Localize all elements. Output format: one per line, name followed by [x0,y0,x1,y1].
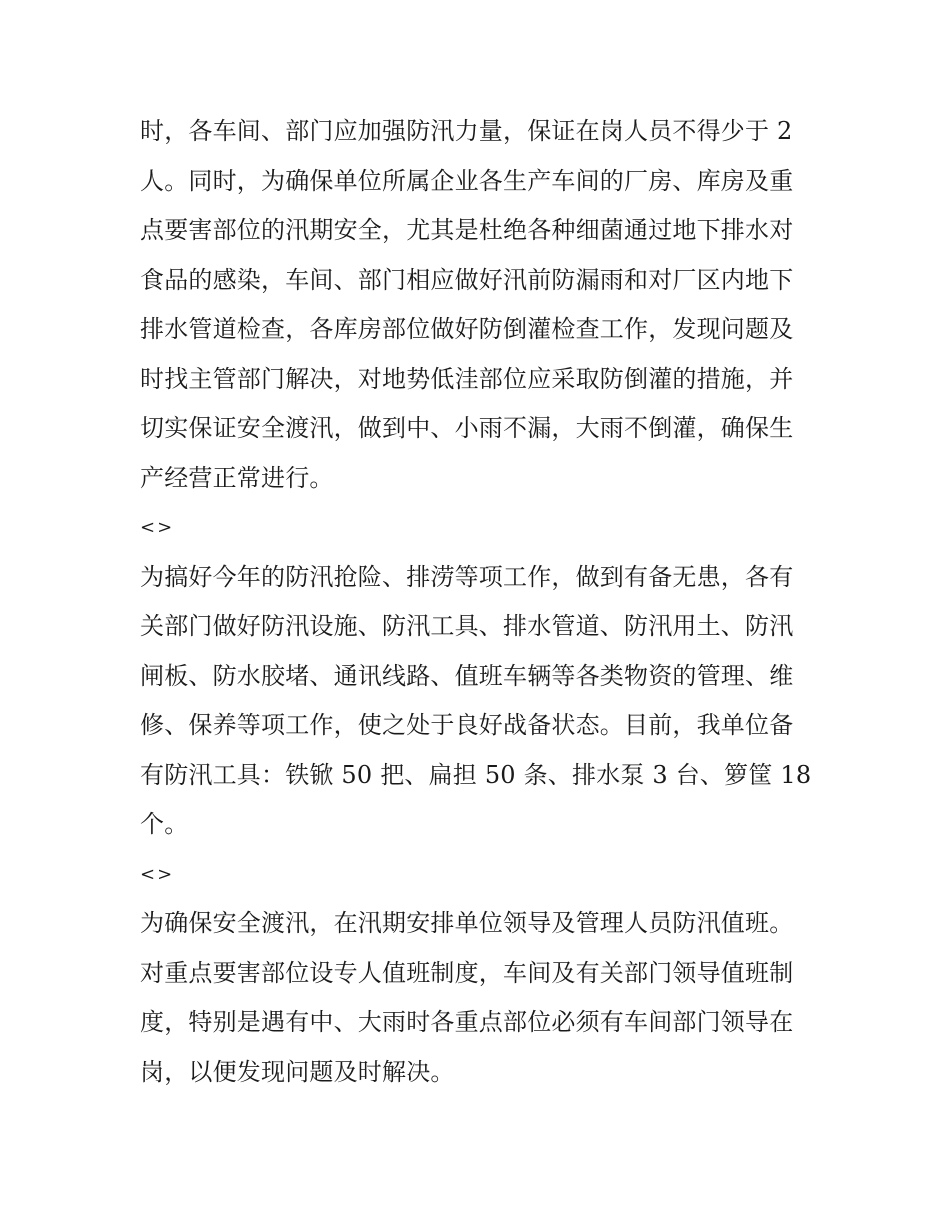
text-line: 排水管道检查，各库房部位做好防倒灌检查工作，发现问题及 [140,315,794,343]
section-marker: <> [140,863,175,885]
document-page [140,107,820,1097]
paragraph-flood-equipment [140,553,820,850]
text-line: 点要害部位的汛期安全，尤其是杜绝各种细菌通过地下排水对 [140,216,794,244]
text-line: 有防汛工具：铁锨 50 把、扁担 50 条、排水泵 3 台、箩筐 18 [140,760,812,789]
text-line: 食品的感染，车间、部门相应做好汛前防漏雨和对厂区内地下 [140,265,794,294]
text-line: 为确保安全渡汛，在汛期安排单位领导及管理人员防汛值班。 [140,909,794,937]
text-line: 个。 [140,810,189,838]
text-line: 度，特别是遇有中、大雨时各重点部位必须有车间部门领导在 [140,1008,794,1036]
text-line: 时，各车间、部门应加强防汛力量，保证在岗人员不得少于 2 [140,117,793,145]
text-line: 修、保养等项工作，使之处于良好战备状态。目前，我单位备 [140,711,794,739]
paragraph-flood-staffing [140,107,820,503]
text-line: 关部门做好防汛设施、防汛工具、排水管道、防汛用土、防汛 [140,612,794,640]
paragraph-duty-schedule [140,899,820,1097]
text-line: 人。同时，为确保单位所属企业各生产车间的厂房、库房及重 [140,166,794,195]
text-line: 产经营正常进行。 [140,463,334,492]
text-line: 闸板、防水胶堵、通讯线路、值班车辆等各类物资的管理、维 [140,661,794,690]
text-line: 切实保证安全渡汛，做到中、小雨不漏，大雨不倒灌，确保生 [140,414,794,442]
section-marker: <> [140,517,175,538]
text-line: 岗，以便发现问题及时解决。 [140,1057,455,1086]
text-line: 对重点要害部位设专人值班制度，车间及有关部门领导值班制 [140,958,794,987]
text-line: 时找主管部门解决，对地势低洼部位应采取防倒灌的措施，并 [140,364,794,393]
text-line: 为搞好今年的防汛抢险、排涝等项工作，做到有备无患，各有 [140,562,794,591]
